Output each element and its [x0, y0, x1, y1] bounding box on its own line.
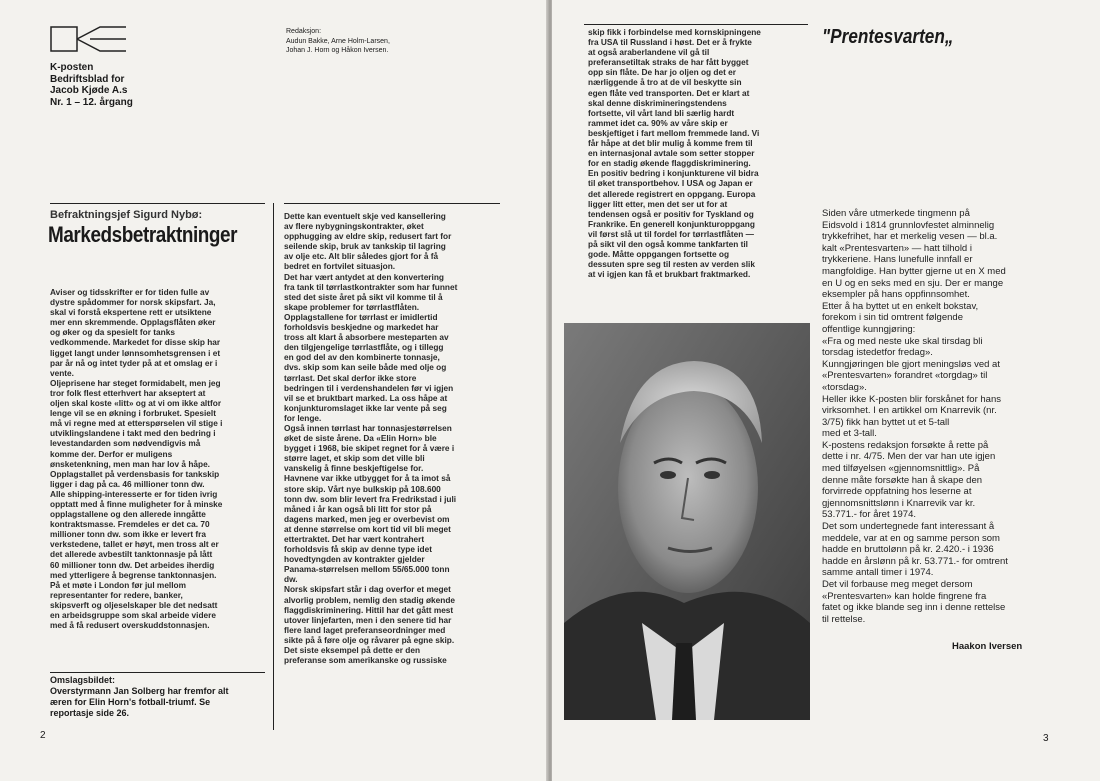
text-line: flaggdiskriminering. Hittil har det gått mest — [284, 604, 454, 615]
text-line: tross alt klart å absorbere mesteparten av — [284, 332, 449, 343]
editorial-credits — [286, 27, 486, 56]
text-line: vedkommende. Markedet for disse skip har — [50, 337, 221, 348]
text-line: lenge vil se en økning i forbruket. Spesielt — [50, 408, 216, 419]
text-line: flere land laget preferanseordninger med — [284, 624, 446, 635]
credits-line: Johan J. Horn og Håkon Iversen. — [286, 47, 389, 54]
text-line: Heller ikke K-posten blir forskånet for hans — [822, 393, 1001, 405]
text-line: utover linjefarten, men i den senere tid har — [284, 614, 452, 625]
text-line: vil se et bruktbart marked. La oss håpe at — [284, 392, 448, 403]
text-line: Norsk skipsfart står i dag overfor et meget — [284, 584, 451, 595]
text-line: 53.771.- for året 1974. — [822, 509, 917, 521]
text-line: seilende skip, bruk av tankskip til lagring — [284, 241, 446, 252]
text-line: fatet og ikke blande seg inn i denne rettelse — [822, 602, 1006, 614]
text-line: meddele, var at en og samme person som — [822, 532, 1000, 544]
text-line: Det som undertegnede fant interessant å — [822, 521, 995, 533]
text-line: torsdag istedetfor fredag». — [822, 347, 933, 359]
text-line: det allerede registrert en oppgang. Europa — [588, 188, 756, 199]
text-line: millioner tonn dw. som ikke er levert fra — [50, 529, 206, 540]
text-line: En positiv bedring i konjunkturene vil bidra — [588, 168, 759, 179]
text-line: samme antall timer i 1974. — [822, 567, 934, 579]
text-line: tendensen også er positiv for Tyskland og — [588, 208, 754, 219]
text-line: tror folk flest etterhvert har akseptert at — [50, 387, 206, 398]
section-rule — [50, 203, 265, 204]
text-line: opp sin flåte. De har jo oljen og det er — [588, 67, 736, 78]
text-line: beskjeftiget i fart mellom fremmede land. Vi — [588, 127, 760, 138]
text-line: konjunkturomslaget ikke lar vente på seg — [284, 402, 447, 413]
text-line: Dette kan eventuelt skje ved kansellering — [284, 211, 446, 221]
text-line: at denne størrelse om kort tid vil bli meget — [284, 523, 451, 534]
text-line: ligger litt etter, men det ser ut for at — [588, 198, 728, 209]
text-line: av olje etc. Alt blir således gjort for å få — [284, 251, 439, 262]
text-line: skipsverft og oljeselskaper ble det nedsatt — [50, 599, 218, 610]
text-line: tørrlast. Det skal derfor ikke store — [284, 372, 417, 383]
text-line: denne måte forsøkte han å skape den — [822, 474, 983, 486]
text-line: Etter å ha byttet ut en enkelt bokstav, — [822, 300, 979, 312]
text-line: skip fikk i forbindelse med kornskipningene — [588, 27, 761, 37]
portrait-photo — [564, 323, 810, 720]
text-line: Frankrike. En generell konjunkturoppgang — [588, 218, 755, 229]
masthead — [50, 62, 220, 108]
text-line: ligget langt under lønnsomhetsgrensen i et — [50, 347, 221, 358]
text-line: Panama-størrelsen mellom 55/65.000 tonn — [284, 564, 450, 575]
text-line: til rettelse. — [822, 613, 866, 625]
text-line: representanter for redere, banker, — [50, 589, 183, 600]
text-line: større laget, et skip som det ville bli — [284, 453, 425, 464]
text-line: bygget i 1968, bie skipet regnet for å være i — [284, 443, 455, 454]
text-line: egen flåte ved transporten. Det er klart at — [588, 87, 750, 98]
text-line: hovedtyngden av kontrakter gjelder — [284, 554, 425, 565]
page-number: 2 — [40, 730, 46, 741]
page-number: 3 — [1043, 733, 1049, 744]
text-line: fra USA til Russland i høst. Det er å frykte — [588, 37, 752, 48]
text-line: Opplagstallet på verdensbasis for tankskip — [50, 468, 220, 479]
text-line: 3/75) fikk han byttet ut et 5-tall — [822, 416, 950, 428]
text-line: av flere nybygningskontrakter, øket — [284, 221, 424, 232]
cover-caption-title: Omslagsbildet: — [50, 675, 116, 685]
text-line: for en stadig økende flaggdiskriminering. — [588, 158, 751, 169]
article-column-3 — [588, 27, 814, 279]
text-line: Oljeprisene har steget formidabelt, men jeg — [50, 377, 221, 388]
text-line: med et 3-tall. — [822, 428, 877, 440]
text-line: en arbeidsgruppe som skal arbeide videre — [50, 610, 217, 620]
caption-line: reportasje side 26. — [50, 708, 130, 718]
text-line: for lenge. — [284, 412, 322, 423]
text-line: mangfoldige. Han bytter gjerne ut en X med — [822, 265, 1006, 277]
portrait-image — [564, 323, 810, 720]
text-line: «Fra og med neste uke skal tirsdag bli — [822, 335, 983, 347]
article-column-1 — [50, 287, 268, 630]
text-line: Eidsvold i 1814 grunnlovfestet alminnelig — [822, 219, 995, 231]
text-line: på sikt vil den også komme tankfarten til — [588, 238, 748, 249]
text-line: forekom i sin tid omtrent følgende — [822, 312, 963, 324]
caption-line: æren for Elin Horn's fotball-triumf. Se — [50, 697, 211, 707]
text-line: opplagstallene og den allerede inngåtte — [50, 509, 206, 520]
text-line: skape problemer for tørrlastflåten. — [284, 301, 420, 312]
text-line: Det siste eksempel på dette er den — [284, 645, 421, 656]
text-line: ettertraktet. Det har vært kontrahert — [284, 534, 425, 544]
text-line: tonn dw. som blir levert fra Fredrikstad i juli — [284, 493, 457, 504]
text-line: «Prentesvarten» forandret «torgdag» til — [822, 370, 988, 382]
text-line: hadde en årslønn på kr. 53.771.- for omtrent — [822, 555, 1008, 567]
text-line: komme der. Derfor er muligens — [50, 448, 173, 459]
text-line: med tilføyelsen «gjennomsnittlig». På — [822, 463, 980, 475]
text-line: dagens marked, men jeg er overbevist om — [284, 513, 450, 524]
text-line: dw. — [284, 574, 298, 585]
text-line: får håpe at det blir mulig å komme frem til — [588, 138, 753, 149]
text-line: fortsette, vil vårt land bli særlig hardt — [588, 107, 735, 118]
text-line: med å få redusert overskuddstonnasjen. — [50, 620, 210, 631]
text-line: bedringen til i verdenshandelen før vi igjen — [284, 382, 454, 393]
text-line: at vi igjen kan få et brukbart fraktmarked. — [588, 269, 751, 280]
text-line: det allerede avbestilt tanktonnasje på lått — [50, 549, 213, 560]
text-line: levestandarden som nødvendigvis må — [50, 438, 201, 449]
masthead-line: Jacob Kjøde A.s — [50, 85, 128, 96]
text-line: forholdsvis beskjedne og markedet har — [284, 322, 439, 333]
text-line: ligger i dag på ca. 46 millioner tonn dw. — [50, 478, 205, 489]
text-line: Siden våre utmerkede tingmenn på — [822, 208, 970, 219]
text-line: utviklingslandene i takt med den bedring i — [50, 428, 216, 439]
text-line: øket de siste årene. Da «Elin Horn» ble — [284, 433, 437, 444]
text-line: nærliggende å tro at de vil beskytte sin — [588, 77, 742, 88]
text-line: skal vi forstå ekspertene rett er utsiktene — [50, 307, 212, 318]
text-line: oljen skal koste «litt» og at vi om ikke altfor — [50, 398, 222, 409]
masthead-line: Nr. 1 – 12. årgang — [50, 96, 133, 108]
text-line: dvs. skip som kan seile både med olje og — [284, 362, 447, 373]
article-kicker: Befraktningsjef Sigurd Nybø: — [50, 209, 203, 221]
text-line: preferanse som amerikanske og russiske — [284, 655, 447, 666]
article-headline: Markedsbetraktninger — [48, 222, 238, 247]
text-line: «Prentesvarten» kan holde fingrene fra — [822, 590, 987, 602]
text-line: store skip. Vårt nye bulkskip på 108.600 — [284, 483, 441, 494]
text-line: «torsdag». — [822, 381, 867, 393]
text-line: På et møte i London før jul mellom — [50, 579, 186, 590]
text-line: opphugging av eldre skip, redusert fart for — [284, 231, 452, 242]
text-line: hadde en bruttolønn på kr. 2.420.- i 1936 — [822, 544, 994, 556]
text-line: Havnene var ikke utbygget for å ta imot så — [284, 473, 451, 484]
text-line: par år nå og intet tyder på at et omslag er i — [50, 357, 218, 368]
text-line: vente. — [50, 367, 74, 378]
text-line: dystre spådommer for norsk skipsfart. Ja, — [50, 297, 216, 308]
text-line: dette i nr. 4/75. Men der var han ute igjen — [822, 451, 996, 463]
text-line: kontraktsmasse. Fremdeles er det ca. 70 — [50, 519, 210, 530]
text-line: mer enn skremmende. Opplagsflåten øker — [50, 317, 216, 328]
text-line: rammet idet ca. 90% av våre skip er — [588, 117, 728, 128]
article-column-2 — [284, 211, 502, 665]
text-line: 60 millioner tonn dw. Det arbeides iherdig — [50, 559, 215, 570]
text-line: gjennomsnittslønn i Knarrevik var kr. — [822, 497, 976, 509]
text-line: trykkefrihet, har et merkelig vesen — bl.a. — [822, 231, 998, 243]
article-signature: Haakon Iversen — [952, 641, 1023, 652]
text-line: til øket transportbehov. I USA og Japan er — [588, 178, 753, 189]
text-line: virksomhet. I en artikkel om Knarrevik (nr. — [822, 405, 997, 417]
text-line: Aviser og tidsskrifter er for tiden fulle av — [50, 287, 210, 297]
text-line: fra tank til tørrlastkontrakter som har funnet — [284, 281, 458, 292]
text-line: Kunngjøringen ble gjort meningsløs ved at — [822, 358, 1000, 370]
text-line: vil først slå ut til fordel for tørrlastflåten — — [588, 228, 754, 239]
column-divider — [273, 203, 274, 730]
text-line: at også araberlandene vil gå til — [588, 47, 710, 58]
text-line: Også innen tørrlast har tonnasjestørrelsen — [284, 422, 452, 433]
text-line: alvorlig problem, nemlig den stadig økende — [284, 594, 456, 605]
text-line: skal denne diskrimineringstendens — [588, 97, 727, 108]
text-line: med ytterligere å begrense tanktonnasjen. — [50, 569, 217, 580]
cover-caption — [50, 686, 229, 719]
text-line: den tilgjengelige tørrlastflåte, og i tillegg — [284, 342, 444, 353]
left-page — [0, 0, 548, 781]
text-line: eksempler på hans oppfinnsomhet. — [822, 289, 970, 301]
text-line: Alle shipping-interesserte er for tiden ivrig — [50, 488, 218, 499]
text-line: Det har vært antydet at den konvertering — [284, 271, 444, 282]
credits-line: Redaksjon: — [286, 28, 322, 35]
text-line: Opplagstallene for tørrlast er imidlertid — [284, 311, 438, 322]
article-title: "Prentesvarten„ — [822, 26, 954, 48]
section-rule — [284, 203, 500, 204]
caption-rule — [50, 672, 265, 673]
caption-line: Overstyrmann Jan Solberg har fremfor alt — [50, 686, 229, 696]
text-line: bedret en fortvilet situasjon. — [284, 261, 396, 272]
text-line: verkstedene, tallet er høyt, men tross alt er — [50, 539, 219, 550]
text-line: forholdsvis få skip av denne type idet — [284, 544, 432, 555]
masthead-line: Bedriftsblad for — [50, 73, 125, 85]
text-line: trykkeriene. Hans lunefulle innfall er — [822, 254, 973, 266]
section-rule — [584, 24, 808, 25]
article-column-4 — [822, 208, 1047, 625]
text-line: preferansetiltak straks de har fått bygget — [588, 57, 749, 68]
text-line: kalt «Prentesvarten» — hatt tilhold i — [822, 242, 972, 254]
text-line: må vi regne med at etterspørselen vil stige i — [50, 418, 223, 429]
text-line: og øker og da spesielt for tanks — [50, 327, 175, 338]
text-line: sikte på å føre olje og råvarer på egne skip. — [284, 634, 455, 645]
text-line: vanskelig å finne beskjeftigelse for. — [284, 463, 424, 474]
text-line: en U og en seks med en sju. Der er mange — [822, 277, 1004, 289]
text-line: K-postens redaksjon forsøkte å rette på — [822, 439, 989, 451]
text-line: opptatt med å finne muligheter for å minske — [50, 498, 223, 509]
text-line: ønsketenkning, men man har lov å håpe. — [50, 458, 210, 469]
text-line: Det vil forbause meg meget dersom — [822, 579, 973, 590]
text-line: offentlige kunngjøring: — [822, 323, 916, 335]
text-line: forvirrede oppfatning hos leserne at — [822, 486, 972, 498]
masthead-line: K-posten — [50, 62, 94, 73]
text-line: gode. Måtte oppgangen fortsette og — [588, 249, 730, 260]
text-line: sted det siste året på sikt vil komme til å — [284, 291, 443, 302]
text-line: en internasjonal avtale som setter stopper — [588, 148, 755, 159]
text-line: dessuten spre seg til resten av verden slik — [588, 259, 755, 270]
credits-line: Audun Bakke, Arne Holm-Larsen, — [286, 37, 390, 45]
k-posten-logo — [50, 26, 128, 52]
text-line: måned i år kan også bli litt for stor på — [284, 503, 432, 514]
text-line: en god del av den kombinerte tonnasje, — [284, 352, 440, 363]
